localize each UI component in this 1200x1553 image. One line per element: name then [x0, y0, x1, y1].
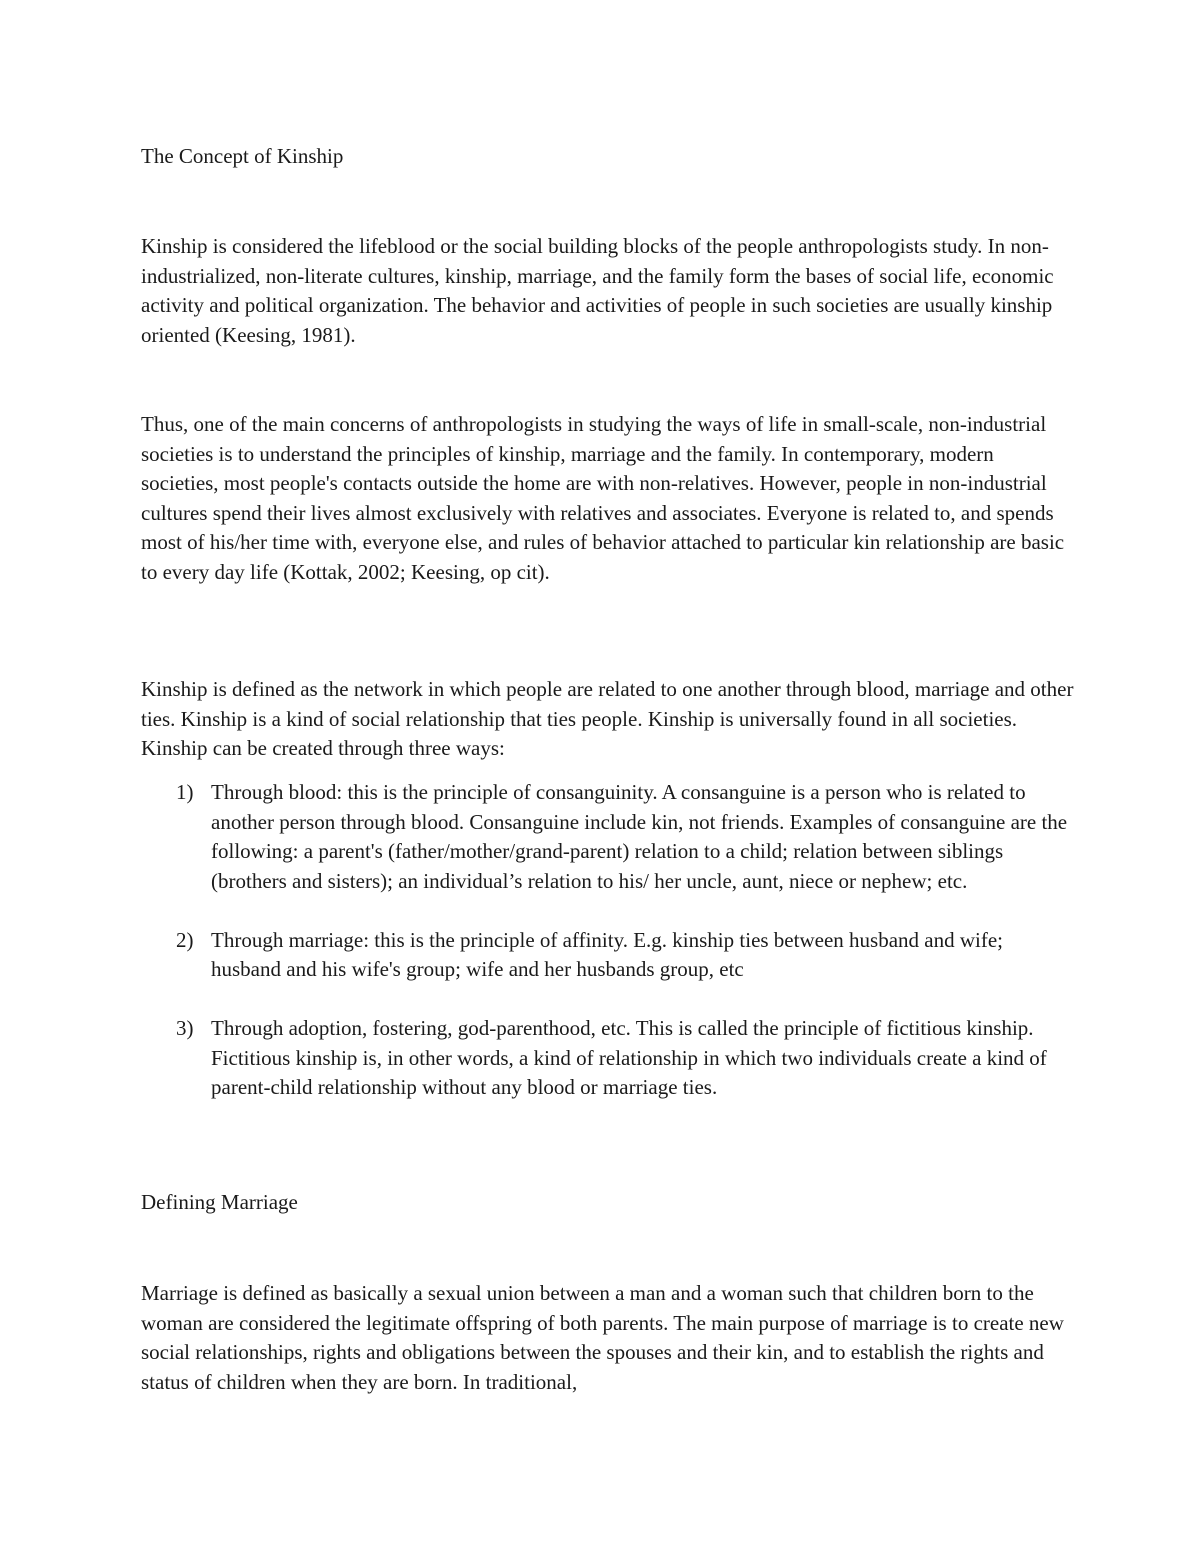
list-item: [141, 1014, 1076, 1103]
list-item: [141, 926, 1076, 985]
list-item-number: 2): [176, 927, 194, 952]
list-item-number: 3): [176, 1016, 194, 1040]
page-title: The Concept of Kinship: [141, 144, 344, 168]
list-item: [141, 778, 1076, 896]
list-item-text: Through blood: this is the principle of consanguinity. A consanguine is a person who is related to another person through blood. Consanguine include kin, not friends. Examples of consanguine are the following: a parent's (father/mother/grand-parent) relation to a child; relation between siblings (brothers and sisters); an individual’s relation to his/ her uncle, aunt, niece or nephew; etc.: [211, 780, 1068, 893]
paragraph: Thus, one of the main concerns of anthropologists in studying the ways of life in small-scale, non-industrial societies is to understand the principles of kinship, marriage and the family. In contemporary, modern societies, most people's contacts outside the home are with non-relatives. However, people in non-industrial cultures spend their lives almost exclusively with relatives and associates. Everyone is related to, and spends most of his/her time with, everyone else, and rules of behavior attached to particular kin relationship are basic to every day life (Kottak, 2002; Keesing, op cit).: [141, 412, 1065, 584]
paragraph: Kinship is defined as the network in which people are related to one another through blood, marriage and other ties. Kinship is a kind of social relationship that ties people. Kinship is universally found in all societies. Kinship can be created through three ways:: [141, 677, 1074, 760]
list-item-number: 1): [176, 780, 194, 804]
list-item-text: Through adoption, fostering, god-parenthood, etc. This is called the principle of fictitious kinship. Fictitious kinship is, in other words, a kind of relationship in which two individuals create a kind of parent-child relationship without any blood or marriage ties.: [211, 1016, 1047, 1099]
paragraph: Kinship is considered the lifeblood or the social building blocks of the people anthropologists study. In non- industrialized, non-literate cultures, kinship, marriage, and the family form the bases of social life, economic activity and political organization. The behavior and activities of people in such societies are usually kinship oriented (Keesing, 1981).: [141, 234, 1054, 347]
section-heading: Defining Marriage: [141, 1190, 298, 1214]
kinship-ways-list: [141, 778, 1076, 1132]
paragraph: Marriage is defined as basically a sexual union between a man and a woman such that children born to the woman are considered the legitimate offspring of both parents. The main purpose of marriage is to create new social relationships, rights and obligations between the spouses and their kin, and to establish the rights and status of children when they are born. In traditional,: [141, 1281, 1064, 1394]
list-item-text: Through marriage: this is the principle of affinity. E.g. kinship ties between husband and wife; husband and his wife's group; wife and her husbands group, etc: [211, 927, 1003, 981]
